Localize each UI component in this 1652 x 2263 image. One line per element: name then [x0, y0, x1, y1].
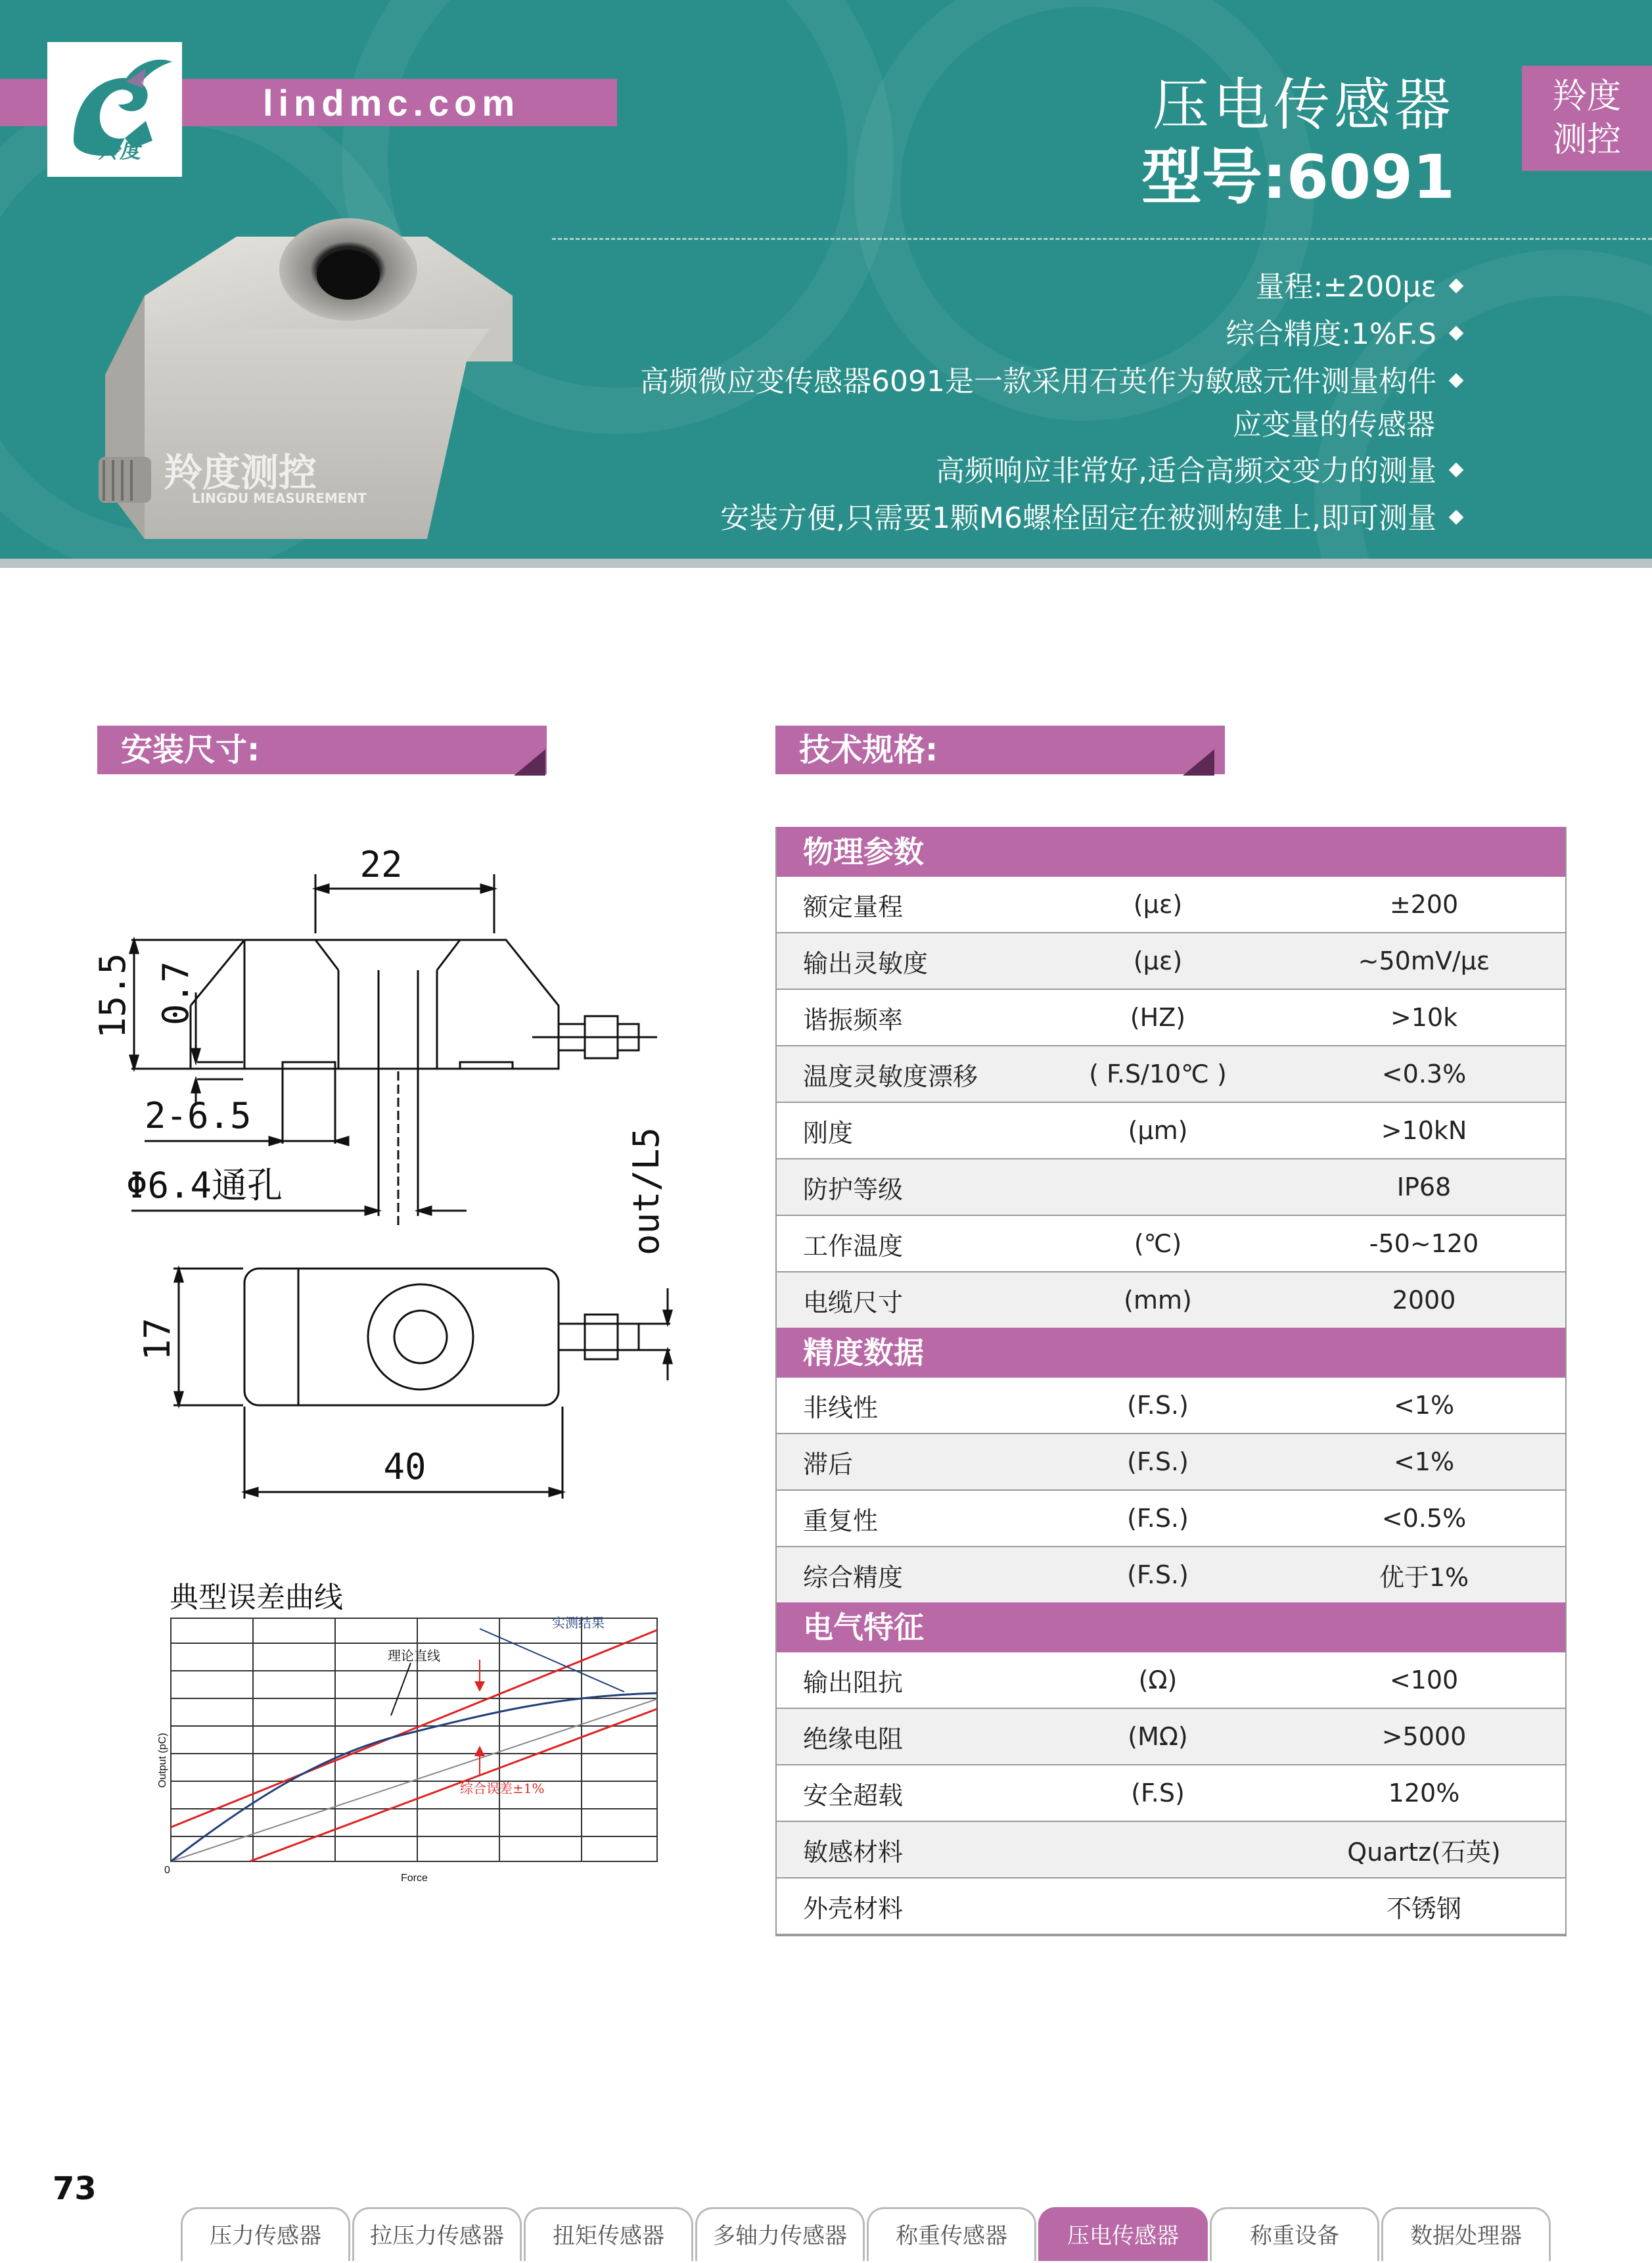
tab-category[interactable]: 多轴力传感器: [695, 2207, 865, 2261]
spec-unit: (Ω): [1138, 1666, 1178, 1694]
spec-name: 滞后: [803, 1449, 854, 1479]
feature-item: [936, 447, 1461, 489]
tab-category[interactable]: 称重传感器: [867, 2207, 1036, 2261]
error-bound-lower: [250, 1709, 657, 1861]
tab-category[interactable]: 拉压力传感器: [352, 2207, 522, 2261]
brand-tag: [1522, 66, 1652, 171]
spec-category-heading: 电气特征: [777, 1602, 1565, 1652]
spec-value: ~50mV/με: [1358, 946, 1490, 975]
table-row: [777, 1378, 1565, 1434]
watermark-en: LINGDU MEASUREMENT: [192, 490, 367, 506]
diamond-bullet-icon: [1449, 510, 1464, 525]
section-spec-heading: 技术规格:: [775, 726, 1225, 774]
table-row: [777, 877, 1565, 933]
feature-item: [1256, 263, 1461, 305]
spec-name: 防护等级: [803, 1175, 904, 1204]
spec-name: 温度灵敏度漂移: [803, 1062, 978, 1091]
feature-text: 高频响应非常好,适合高频交变力的测量: [936, 454, 1436, 488]
diamond-bullet-icon: [1449, 373, 1464, 388]
spec-name: 非线性: [803, 1393, 879, 1422]
brand-tag-line1: 羚度: [1552, 77, 1621, 116]
feature-text: 高频微应变传感器6091是一款采用石英作为敏感元件测量构件: [640, 365, 1436, 398]
dim-0-7: 0.7: [155, 961, 196, 1025]
spec-value: Quartz(石英): [1347, 1837, 1501, 1867]
spec-unit: (mm): [1124, 1286, 1192, 1315]
spec-name: 敏感材料: [803, 1837, 904, 1867]
tab-category[interactable]: 压电传感器: [1038, 2207, 1208, 2261]
error-curve-chart: [151, 1610, 670, 1886]
table-row: [777, 1765, 1565, 1822]
product-model: 型号:6091: [1141, 142, 1455, 212]
feature-item: [1226, 310, 1461, 352]
spec-name: 额定量程: [803, 892, 904, 922]
spec-name: 输出阻抗: [803, 1668, 904, 1697]
logo-text: 羚度: [99, 138, 141, 163]
spec-value: <100: [1389, 1666, 1459, 1694]
table-row: [777, 1491, 1565, 1547]
spec-value: <0.5%: [1381, 1504, 1467, 1533]
table-row: [777, 1216, 1565, 1272]
spec-name: 安全超载: [803, 1781, 904, 1810]
tab-category[interactable]: 称重设备: [1210, 2207, 1379, 2261]
feature-item-cont: 应变量的传感器: [1233, 408, 1435, 442]
table-row: [777, 1822, 1565, 1878]
spec-value: -50~120: [1369, 1229, 1479, 1258]
spec-unit: (με): [1133, 890, 1183, 919]
label-measured: 实测结果: [552, 1615, 605, 1631]
dim-out-l5: out/L5: [626, 1127, 667, 1255]
product-title: 压电传感器: [1153, 72, 1455, 138]
spec-value: 不锈钢: [1386, 1894, 1461, 1923]
spec-unit: (F.S.): [1127, 1391, 1189, 1420]
spec-value: <0.3%: [1381, 1060, 1467, 1088]
label-error: 综合误差±1%: [460, 1781, 545, 1796]
spec-category-heading: 物理参数: [777, 827, 1565, 877]
y-axis-label: Output (pC): [157, 1733, 168, 1788]
spec-name: 谐振频率: [803, 1005, 904, 1035]
site-url[interactable]: lindmc.com: [263, 82, 520, 124]
table-row: [777, 1103, 1565, 1159]
spec-value: >10k: [1390, 1003, 1458, 1032]
table-row: [777, 990, 1565, 1046]
feature-item: [720, 494, 1461, 536]
spec-unit: (HZ): [1130, 1003, 1186, 1032]
spec-name: 综合精度: [803, 1562, 904, 1592]
feature-text: 安装方便,只需要1颗M6螺栓固定在被测构建上,即可测量: [720, 502, 1436, 535]
site-bar-left: [0, 79, 47, 126]
spec-name: 电缆尺寸: [803, 1288, 904, 1317]
spec-unit: (F.S.): [1127, 1504, 1189, 1533]
spec-name: 绝缘电阻: [803, 1724, 904, 1754]
origin-label: 0: [164, 1865, 170, 1876]
spec-unit: (μm): [1128, 1116, 1188, 1145]
tab-category[interactable]: 扭矩传感器: [524, 2207, 693, 2261]
dim-2-6-5: 2-6.5: [145, 1095, 252, 1136]
feature-item: [640, 358, 1461, 400]
spec-value: <1%: [1393, 1391, 1455, 1420]
x-axis-label: Force: [401, 1873, 428, 1884]
spec-name: 工作温度: [803, 1231, 904, 1261]
feature-text: 综合精度:1%F.S: [1226, 317, 1436, 351]
spec-category-heading: 精度数据: [777, 1328, 1565, 1378]
spec-name: 重复性: [803, 1506, 879, 1535]
page-number: 73: [53, 2170, 97, 2207]
spec-value: >10kN: [1381, 1116, 1467, 1145]
table-row: [777, 1547, 1565, 1602]
dim-17: 17: [137, 1317, 178, 1361]
section-fold-icon: [514, 749, 545, 776]
spec-value: ±200: [1389, 890, 1459, 919]
watermark-cn: 羚度测控: [164, 450, 317, 495]
dim-hole: Φ6.4通孔: [126, 1165, 283, 1206]
spec-unit: (με): [1133, 946, 1183, 975]
tab-category[interactable]: 数据处理器: [1381, 2207, 1551, 2261]
spec-name: 输出灵敏度: [803, 948, 929, 978]
spec-value: 优于1%: [1379, 1562, 1469, 1592]
spec-value: >5000: [1381, 1722, 1467, 1751]
spec-unit: ( F.S/10℃ ): [1089, 1060, 1227, 1088]
header-divider: [0, 559, 1652, 568]
diamond-bullet-icon: [1449, 326, 1464, 341]
dimension-drawing: [92, 835, 683, 1518]
table-row: [777, 933, 1565, 990]
table-row: [777, 1159, 1565, 1216]
dim-40: 40: [383, 1446, 426, 1487]
dim-22: 22: [359, 844, 403, 885]
spec-value: IP68: [1396, 1173, 1452, 1201]
diamond-bullet-icon: [1449, 463, 1464, 478]
table-row: [777, 1272, 1565, 1328]
spec-table: [775, 827, 1567, 1936]
spec-unit: (F.S.): [1127, 1447, 1189, 1476]
spec-unit: (MΩ): [1128, 1722, 1188, 1751]
tab-category[interactable]: 压力传感器: [181, 2207, 350, 2261]
spec-name: 外壳材料: [803, 1894, 904, 1923]
logo: [47, 42, 182, 177]
table-row: [777, 1434, 1565, 1491]
section-install-heading: 安装尺寸:: [97, 726, 547, 774]
table-row: [777, 1046, 1565, 1103]
brand-tag-line2: 测控: [1552, 120, 1621, 160]
side-view-body: [244, 940, 559, 1069]
spec-unit: (F.S): [1131, 1779, 1185, 1808]
spec-value: 120%: [1388, 1779, 1460, 1808]
table-row: [777, 1652, 1565, 1709]
spec-unit: (℃): [1134, 1229, 1182, 1258]
feature-text: 量程:±200με: [1255, 270, 1436, 304]
diamond-bullet-icon: [1449, 279, 1464, 294]
spec-value: 2000: [1392, 1286, 1456, 1315]
dim-15-5: 15.5: [92, 952, 133, 1038]
label-theory: 理论直线: [388, 1648, 440, 1664]
spec-unit: (F.S.): [1127, 1560, 1189, 1589]
table-row: [777, 1878, 1565, 1935]
table-row: [777, 1709, 1565, 1765]
section-fold-icon: [1183, 749, 1214, 776]
spec-value: <1%: [1393, 1447, 1455, 1476]
spec-name: 刚度: [803, 1118, 854, 1148]
error-curve-title: 典型误差曲线: [170, 1581, 343, 1614]
header-dash-line: [552, 238, 1652, 240]
